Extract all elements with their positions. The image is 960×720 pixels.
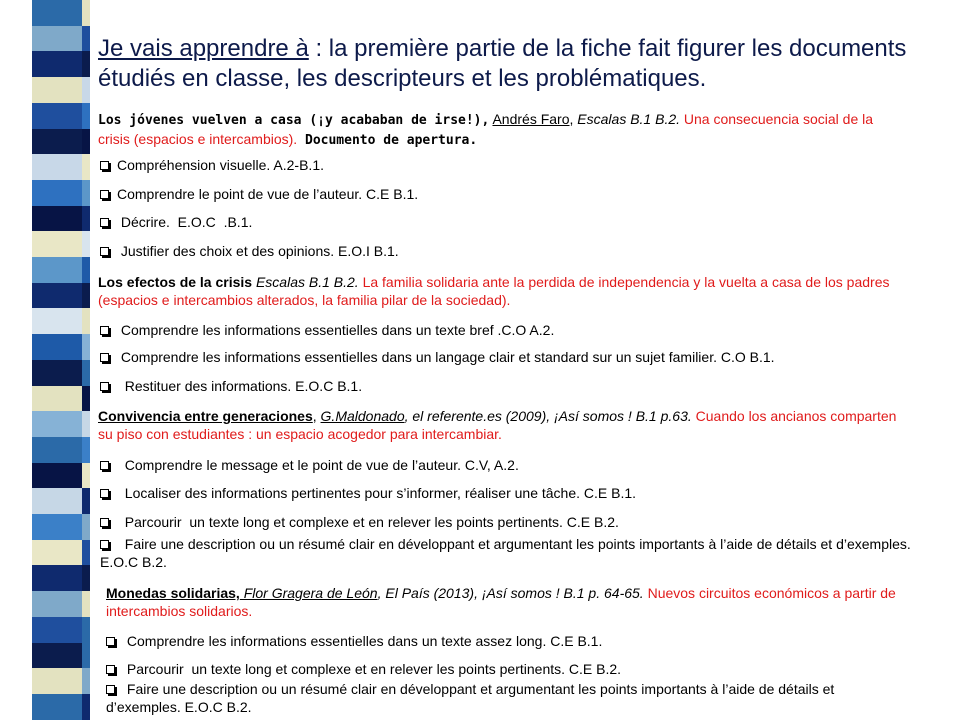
checkbox-bullet-icon [106, 685, 115, 694]
slide-title [98, 34, 938, 94]
doc3-item-text: Parcourir un texte long et complexe et en relever les points pertinents. C.E B.2. [117, 514, 619, 530]
checkbox-bullet-icon [100, 326, 109, 335]
doc3-item-text: Faire une description ou un résumé clair en développant et argumentant les points importants à l’aide de détails et d’exemples. E.O.C B.2. [100, 536, 915, 570]
doc2-item [100, 321, 920, 339]
doc1-item-text: Compréhension visuelle. A.2-B.1. [117, 157, 324, 173]
doc1-title: Los jóvenes vuelven a casa (¡y acababan de irse!), [98, 113, 490, 128]
checkbox-bullet-icon [100, 161, 109, 170]
doc4-item-text: Parcourir un texte long et complexe et en relever les points pertinents. C.E B.2. [123, 661, 622, 677]
title-rest: : la première partie de la fiche fait figurer les documents étudiés en classe, les descripteurs et les problématiques. [98, 35, 907, 92]
doc2-item [100, 377, 920, 395]
doc1-item-text: Comprendre le point de vue de l’auteur. C.E B.1. [117, 186, 419, 202]
checkbox-bullet-icon [100, 489, 109, 498]
doc2-item [100, 348, 920, 366]
doc1-author: Andrés Faro [492, 111, 570, 127]
doc4-item-text: Comprendre les informations essentielles dans un texte assez long. C.E B.1. [123, 633, 603, 649]
doc1-item [100, 213, 920, 231]
checkbox-bullet-icon [100, 540, 109, 549]
doc4-item-text: Faire une description ou un résumé clair en développant et argumentant les points importants à l’aide de détails et d’exemples. E.O.C B.2. [106, 681, 839, 715]
checkbox-bullet-icon [100, 218, 109, 227]
doc1-item [100, 242, 920, 260]
doc2-header [98, 273, 908, 309]
doc1-item [100, 185, 920, 203]
doc1-item-text: Décrire. E.O.C .B.1. [117, 214, 253, 230]
doc2-item-text: Restituer des informations. E.O.C B.1. [117, 378, 363, 394]
doc2-source: Escalas B.1 B.2. [252, 274, 359, 290]
doc3-description: Cuando los ancianos comparten su piso con estudiantes : un espacio acogedor para intercambiar. [98, 408, 897, 442]
doc4-description: Nuevos circuitos económicos a partir de intercambios solidarios. [106, 585, 896, 619]
doc3-sep: , [312, 408, 321, 424]
doc4-title: Monedas solidarias, [106, 585, 240, 601]
doc2-title: Los efectos de la crisis [98, 274, 253, 290]
doc3-item-text: Comprendre le message et le point de vue de l’auteur. C.V, A.2. [117, 457, 519, 473]
checkbox-bullet-icon [100, 190, 109, 199]
doc3-item-text: Localiser des informations pertinentes pour s’informer, réaliser une tâche. C.E B.1. [117, 485, 637, 501]
doc1-sep: , [569, 111, 574, 127]
checkbox-bullet-icon [100, 461, 109, 470]
checkbox-bullet-icon [106, 637, 115, 646]
doc4-header [106, 584, 896, 620]
checkbox-bullet-icon [100, 353, 109, 362]
doc1-header [98, 110, 908, 150]
doc3-item [100, 456, 920, 474]
doc1-note: Documento de apertura. [297, 133, 478, 148]
doc3-item [100, 484, 920, 502]
checkbox-bullet-icon [100, 382, 109, 391]
checkbox-bullet-icon [100, 247, 109, 256]
doc1-item [100, 156, 920, 174]
checkbox-bullet-icon [106, 665, 115, 674]
doc3-title: Convivencia entre generaciones [98, 408, 313, 424]
doc4-item [106, 660, 926, 678]
doc3-item [100, 535, 930, 571]
doc4-source: , El País (2013), ¡Así somos ! B.1 p. 64-65. [377, 585, 644, 601]
doc3-source: , el referente.es (2009), ¡Así somos ! B.1 p.63. [404, 408, 692, 424]
checkbox-bullet-icon [100, 518, 109, 527]
doc2-item-text: Comprendre les informations essentielles dans un langage clair et standard sur un sujet familier. C.O B.1. [117, 349, 775, 365]
doc3-header [98, 407, 908, 443]
title-lead: Je vais apprendre à [98, 35, 309, 62]
doc3-item [100, 513, 920, 531]
doc3-author: G.Maldonado [320, 408, 405, 424]
doc2-item-text: Comprendre les informations essentielles dans un texte bref .C.O A.2. [117, 322, 555, 338]
doc2-description: La familia solidaria ante la perdida de independencia y la vuelta a casa de los padres (espacios e intercambios alterados, la familia pilar de la sociedad). [98, 274, 890, 308]
doc4-item [106, 680, 906, 716]
doc1-source: Escalas B.1 B.2. [573, 111, 681, 127]
doc1-description: Una consecuencia social de la crisis (espacios e intercambios). [98, 111, 874, 147]
doc1-item-text: Justifier des choix et des opinions. E.O.I B.1. [117, 243, 399, 259]
doc4-item [106, 632, 926, 650]
doc4-author: Flor Gragera de León [239, 585, 378, 601]
